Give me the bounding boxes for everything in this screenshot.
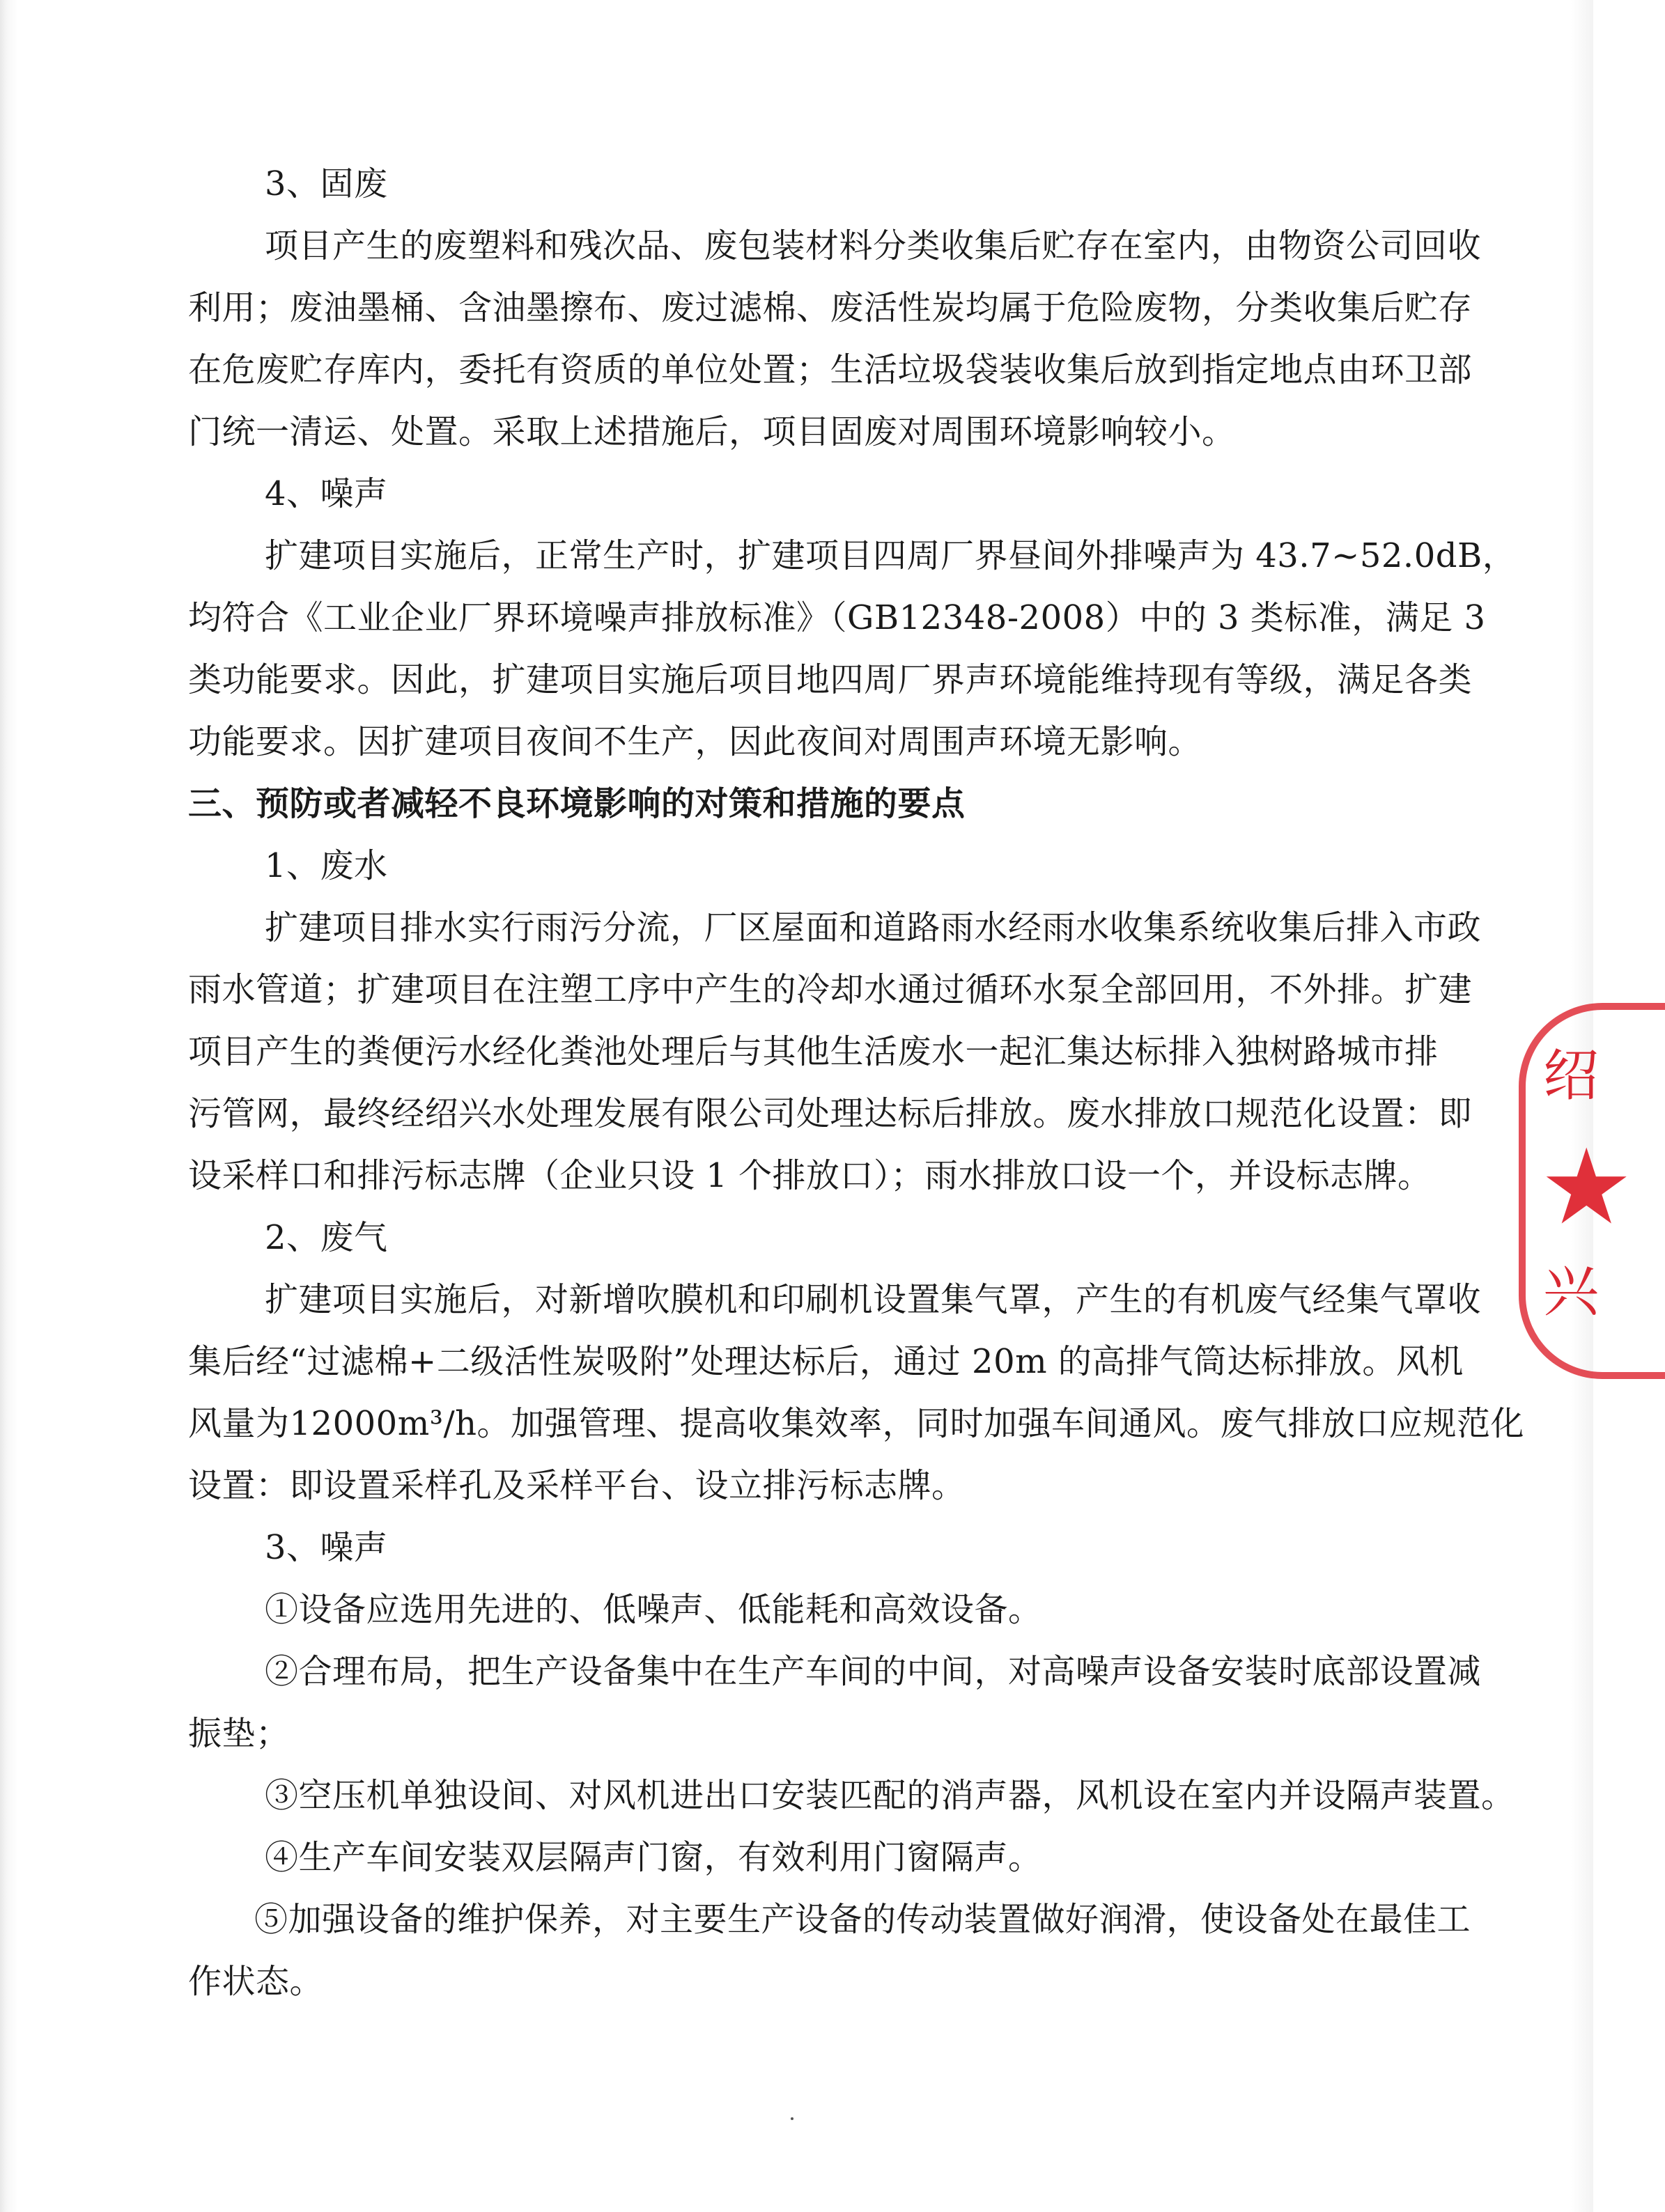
stamp-char-bottom: 兴: [1543, 1259, 1599, 1324]
paragraph-line: 设置：即设置采样孔及采样平台、设立排污标志牌。: [188, 1466, 966, 1505]
paragraph-line: 在危废贮存库内，委托有资质的单位处置；生活垃圾袋装收集后放到指定地点由环卫部: [188, 350, 1473, 389]
paragraph-line: 风量为12000m³/h。加强管理、提高收集效率，同时加强车间通风。废气排放口应规范化: [188, 1404, 1525, 1443]
paragraph-line: 项目产生的粪便污水经化粪池处理后与其他生活废水一起汇集达标排入独树路城市排: [188, 1032, 1439, 1071]
stamp-char-top: 绍: [1543, 1043, 1599, 1108]
paragraph-line: ⑤加强设备的维护保养，对主要生产设备的传动装置做好润滑，使设备处在最佳工: [254, 1900, 1471, 1939]
paragraph-line: 利用；废油墨桶、含油墨擦布、废过滤棉、废活性炭均属于危险废物，分类收集后贮存: [188, 288, 1473, 327]
paragraph-line: 功能要求。因扩建项目夜间不生产，因此夜间对周围声环境无影响。: [188, 722, 1202, 761]
paragraph-line: 扩建项目实施后，对新增吹膜机和印刷机设置集气罩，产生的有机废气经集气罩收: [265, 1280, 1482, 1319]
paragraph-line: 扩建项目实施后，正常生产时，扩建项目四周厂界昼间外排噪声为 43.7~52.0dB，: [265, 536, 1517, 575]
paragraph-line: 雨水管道；扩建项目在注塑工序中产生的冷却水通过循环水泵全部回用，不外排。扩建: [188, 970, 1473, 1009]
paragraph-line: 项目产生的废塑料和残次品、废包装材料分类收集后贮存在室内，由物资公司回收: [265, 226, 1482, 265]
subsection-heading: 3、噪声: [265, 1528, 388, 1567]
paragraph-line: 集后经“过滤棉+二级活性炭吸附”处理达标后，通过 20m 的高排气筒达标排放。风机: [188, 1342, 1464, 1381]
paragraph-line: 均符合《工业企业厂界环境噪声排放标准》（GB12348-2008）中的 3 类标准，满足 3: [188, 598, 1486, 637]
paragraph-line: 作状态。: [188, 1962, 324, 2001]
subsection-heading: 2、废气: [265, 1218, 388, 1257]
paragraph-line: ③空压机单独设间、对风机进出口安装匹配的消声器，风机设在室内并设隔声装置。: [265, 1776, 1515, 1815]
subsection-heading: 4、噪声: [265, 474, 388, 513]
paragraph-line: 污管网，最终经绍兴水处理发展有限公司处理达标后排放。废水排放口规范化设置：即: [188, 1094, 1473, 1133]
scan-speck: [791, 2117, 793, 2120]
paragraph-line: 设采样口和排污标志牌（企业只设 1 个排放口）；雨水排放口设一个，并设标志牌。: [188, 1156, 1432, 1195]
paragraph-line: ①设备应选用先进的、低噪声、低能耗和高效设备。: [265, 1590, 1042, 1629]
document-body: [188, 153, 1525, 2013]
paragraph-line: ④生产车间安装双层隔声门窗，有效利用门窗隔声。: [265, 1838, 1042, 1877]
paragraph-line: 振垫；: [188, 1714, 290, 1753]
stamp-star-icon: ★: [1540, 1127, 1634, 1248]
paragraph-line: 扩建项目排水实行雨污分流，厂区屋面和道路雨水经雨水收集系统收集后排入市政: [265, 908, 1482, 947]
subsection-heading: 1、废水: [265, 846, 388, 885]
paragraph-line: 类功能要求。因此，扩建项目实施后项目地四周厂界声环境能维持现有等级，满足各类: [188, 660, 1473, 699]
section-heading: 三、预防或者减轻不良环境影响的对策和措施的要点: [188, 784, 966, 823]
paragraph-line: 门统一清运、处置。采取上述措施后，项目固废对周围环境影响较小。: [188, 412, 1236, 451]
paragraph-line: ②合理布局，把生产设备集中在生产车间的中间，对高噪声设备安装时底部设置减: [265, 1652, 1482, 1691]
subsection-heading: 3、固废: [265, 164, 388, 203]
